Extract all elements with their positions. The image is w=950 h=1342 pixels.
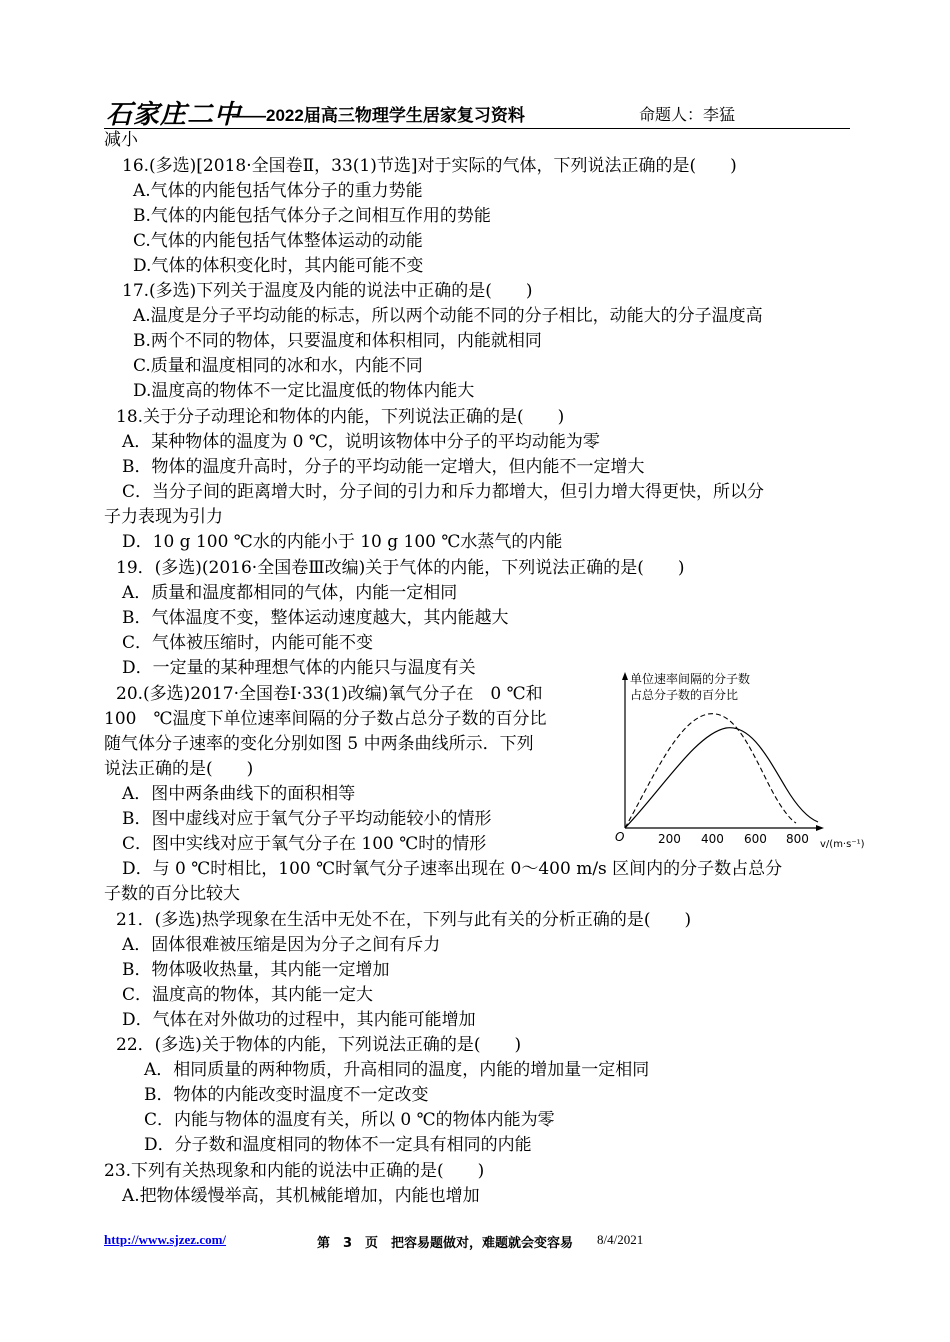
option-20-b: B．图中虚线对应于氧气分子平均动能较小的情形 bbox=[122, 809, 492, 829]
question-17: 17.(多选)下列关于温度及内能的说法中正确的是( ) bbox=[122, 281, 533, 301]
solid-curve-100c bbox=[625, 728, 818, 828]
option-18-b: B．物体的温度升高时，分子的平均动能一定增大，但内能不一定增大 bbox=[122, 457, 645, 477]
option-21-c: C．温度高的物体，其内能一定大 bbox=[122, 985, 374, 1005]
option-21-a: A．固体很难被压缩是因为分子之间有斥力 bbox=[122, 935, 441, 955]
option-18-a: A．某种物体的温度为 0 ℃，说明该物体中分子的平均动能为零 bbox=[122, 432, 600, 452]
question-22: 22．(多选)关于物体的内能，下列说法正确的是( ) bbox=[116, 1035, 522, 1055]
option-22-b: B．物体的内能改变时温度不一定改变 bbox=[144, 1085, 429, 1105]
x-tick-800: 800 bbox=[786, 832, 809, 846]
option-19-b: B．气体温度不变，整体运动速度越大，其内能越大 bbox=[122, 608, 509, 628]
school-logo: 石家庄二中 bbox=[106, 100, 242, 130]
question-20-line4: 说法正确的是( ) bbox=[104, 759, 254, 779]
question-20: 20.(多选)2017·全国卷Ⅰ·33(1)改编)氧气分子在 0 ℃和 bbox=[116, 684, 543, 704]
question-23: 23.下列有关热现象和内能的说法中正确的是( ) bbox=[104, 1161, 485, 1181]
header-title: ——2022届高三物理学生居家复习资料 bbox=[232, 106, 525, 125]
header-author: 命题人：李猛 bbox=[639, 107, 736, 124]
y-axis-arrow bbox=[622, 672, 628, 680]
option-18-c: C．当分子间的距离增大时，分子间的引力和斥力都增大，但引力增大得更快，所以分 bbox=[122, 482, 765, 502]
text-line: 减小 bbox=[104, 130, 138, 150]
question-20-line3: 随气体分子速率的变化分别如图 5 中两条曲线所示．下列 bbox=[104, 734, 534, 754]
option-18-d: D．10 g 100 ℃水的内能小于 10 g 100 ℃水蒸气的内能 bbox=[122, 532, 563, 552]
option-17-b: B.两个不同的物体，只要温度和体积相同，内能就相同 bbox=[133, 331, 542, 351]
x-axis-label: v/(m·s⁻¹) bbox=[820, 839, 865, 850]
x-tick-600: 600 bbox=[744, 832, 767, 846]
page-header bbox=[104, 94, 850, 129]
x-tick-400: 400 bbox=[701, 832, 724, 846]
dashed-curve-0c bbox=[625, 714, 796, 828]
option-23-a: A.把物体缓慢举高，其机械能增加，内能也增加 bbox=[122, 1186, 480, 1206]
option-16-d: D.气体的体积变化时，其内能可能不变 bbox=[133, 256, 424, 276]
option-22-c: C．内能与物体的温度有关，所以 0 ℃的物体内能为零 bbox=[144, 1110, 555, 1130]
option-19-c: C．气体被压缩时，内能可能不变 bbox=[122, 633, 374, 653]
question-18: 18.关于分子动理论和物体的内能，下列说法正确的是( ) bbox=[116, 407, 565, 427]
option-16-b: B.气体的内能包括气体分子之间相互作用的势能 bbox=[133, 206, 491, 226]
option-19-a: A．质量和温度都相同的气体，内能一定相同 bbox=[122, 583, 458, 603]
option-20-a: A．图中两条曲线下的面积相等 bbox=[122, 784, 356, 804]
speed-distribution-figure bbox=[608, 668, 888, 854]
option-21-b: B．物体吸收热量，其内能一定增加 bbox=[122, 960, 390, 980]
x-axis-arrow bbox=[816, 825, 824, 831]
option-17-a: A.温度是分子平均动能的标志，所以两个动能不同的分子相比，动能大的分子温度高 bbox=[133, 306, 763, 326]
option-20-d-cont: 子数的百分比较大 bbox=[104, 884, 240, 904]
footer-page-info: 第 3 页 把容易题做对，难题就会变容易 bbox=[317, 1236, 574, 1251]
option-18-c-cont: 子力表现为引力 bbox=[104, 507, 223, 527]
question-19: 19．(多选)(2016·全国卷Ⅲ改编)关于气体的内能，下列说法正确的是( ) bbox=[116, 558, 685, 578]
option-22-d: D．分子数和温度相同的物体不一定具有相同的内能 bbox=[144, 1135, 532, 1155]
option-19-d: D．一定量的某种理想气体的内能只与温度有关 bbox=[122, 658, 476, 678]
question-21: 21．(多选)热学现象在生活中无处不在，下列与此有关的分析正确的是( ) bbox=[116, 910, 692, 930]
footer-url-link[interactable]: http://www.sjzez.com/ bbox=[104, 1232, 227, 1247]
option-17-d: D.温度高的物体不一定比温度低的物体内能大 bbox=[133, 381, 475, 401]
origin-label: O bbox=[615, 830, 625, 844]
figure-ylabel-line1: 单位速率间隔的分子数 bbox=[630, 672, 751, 686]
option-20-d: D．与 0 ℃时相比，100 ℃时氧气分子速率出现在 0～400 m/s 区间内的分子数占总分 bbox=[122, 859, 783, 879]
figure-ylabel-line2: 占总分子数的百分比 bbox=[630, 688, 739, 702]
option-16-c: C.气体的内能包括气体整体运动的动能 bbox=[133, 231, 423, 251]
option-20-c: C．图中实线对应于氧气分子在 100 ℃时的情形 bbox=[122, 834, 487, 854]
option-22-a: A．相同质量的两种物质，升高相同的温度，内能的增加量一定相同 bbox=[144, 1060, 650, 1080]
x-tick-200: 200 bbox=[658, 832, 681, 846]
question-20-line2: 100 ℃温度下单位速率间隔的分子数占总分子数的百分比 bbox=[104, 709, 547, 729]
footer-date: 8/4/2021 bbox=[597, 1232, 644, 1247]
option-21-d: D．气体在对外做功的过程中，其内能可能增加 bbox=[122, 1010, 476, 1030]
question-16: 16.(多选)[2018·全国卷Ⅱ，33(1)节选]对于实际的气体，下列说法正确的是( ) bbox=[122, 156, 737, 176]
option-16-a: A.气体的内能包括气体分子的重力势能 bbox=[133, 181, 423, 201]
option-17-c: C.质量和温度相同的冰和水，内能不同 bbox=[133, 356, 423, 376]
